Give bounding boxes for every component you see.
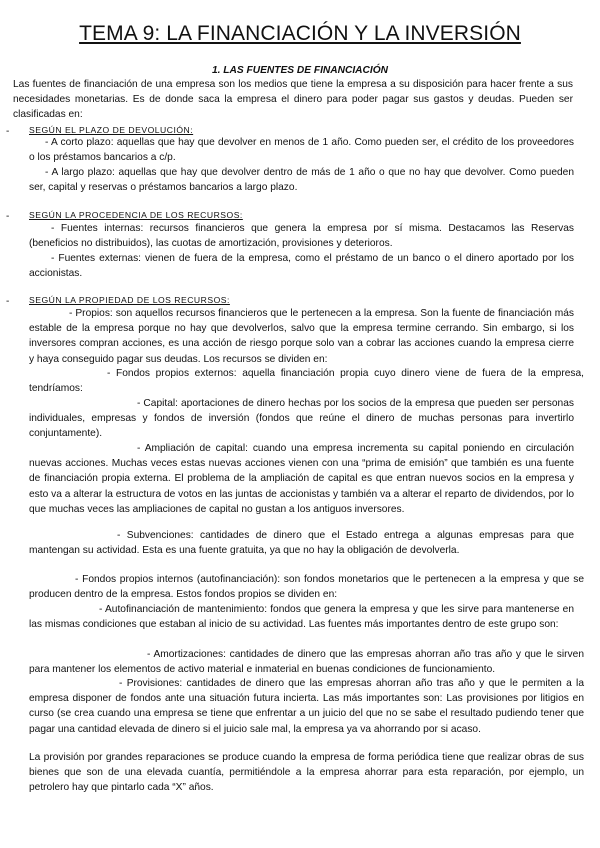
propiedad-subvenciones: - Subvenciones: cantidades de dinero que el Estado entrega a algunas empresas para que mantengan su actividad. Esta es una fuente gratuita, ya que no hay la obligación de devolverla.: [29, 530, 574, 557]
intro-paragraph: Las fuentes de financiación de una empresa son los medios que tiene la empresa a su disposición para hacer frente a sus necesidades monetarias. Es de donde saca la empresa el dinero para poder pagar sus gastos y deudas. Pueden ser clasificadas en:: [13, 79, 573, 121]
section-heading: 1. LAS FUENTES DE FINANCIACIÓN: [211, 65, 389, 76]
bullet-marker: -: [6, 211, 10, 222]
propiedad-heading: SEGÚN LA PROPIEDAD DE LOS RECURSOS:: [29, 295, 230, 305]
plazo-corto: - A corto plazo: aquellas que hay que devolver en menos de 1 año. Como pueden ser, el crédito de los proveedores o los préstamos bancarios a c/p.: [29, 137, 574, 164]
procedencia-internas: - Fuentes internas: recursos financieros que genera la empresa por sí misma. Destacamos las Reservas (beneficios no distribuidos), las cuotas de amortización, provisiones y deterioros.: [29, 223, 574, 250]
page-title: TEMA 9: LA FINANCIACIÓN Y LA INVERSIÓN: [79, 22, 521, 45]
plazo-heading: SEGÚN EL PLAZO DE DEVOLUCIÓN:: [29, 125, 194, 135]
propiedad-propios: - Propios: son aquellos recursos financieros que le pertenecen a la empresa. Son la fuente de financiación más estable de la empresa porque no hay que devolverlos, salvo que la empresa termine cerrando. Sin embargo, si los inversores compran acciones, es una acción de riesgo porque solo van a cobrar las acciones cuando la empresa cierre y haya conseguido pagar sus deudas. Los recursos se dividen en:: [29, 308, 574, 365]
procedencia-heading: SEGÚN LA PROCEDENCIA DE LOS RECURSOS:: [29, 210, 243, 220]
propiedad-mantenimiento: - Autofinanciación de mantenimiento: fondos que genera la empresa y que les sirve para mantenerse en las mismas condiciones que estaban al inicio de su actividad. Las fuentes más importantes dentro de este grupo son:: [29, 604, 574, 631]
propiedad-capital: - Capital: aportaciones de dinero hechas por los socios de la empresa que pueden ser personas individuales, empresas y fondos de inversión (fondos que reúne el dinero de muchas personas para invertirlo conjuntamente).: [29, 398, 574, 440]
propiedad-ampliacion: - Ampliación de capital: cuando una empresa incrementa su capital poniendo en circulación nuevas acciones. Muchas veces estas nuevas acciones vienen con una “prima de emisión” que también es una fuente de financiación propia externa. El problema de la ampliación de capital es que entran nuevos socios en la empresa y esto va a alterar la estructura de votos en las juntas de accionistas y también va a alterar el reparto de dividendos, por lo que muchas veces las ampliaciones de capital no gustan a los antiguos inversores.: [29, 443, 574, 515]
bullet-marker: -: [6, 126, 10, 137]
propiedad-reparaciones: La provisión por grandes reparaciones se produce cuando la empresa de forma periódica tiene que realizar obras de sus bienes que son de una elevada cuantía, permitiéndole a la empresa ahorrar para esta reparación, por ejemplo, un petrolero hay que pintarlo cada “X” años.: [29, 752, 584, 794]
propiedad-internos: - Fondos propios internos (autofinanciación): son fondos monetarios que le pertenecen a la empresa y que se producen dentro de la empresa. Estos fondos propios se dividen en:: [29, 574, 584, 601]
bullet-marker: -: [6, 296, 10, 307]
plazo-largo: - A largo plazo: aquellas que hay que devolver dentro de más de 1 año o que no hay que devolver. Como pueden ser, capital y reservas o préstamos bancarios a largo plazo.: [29, 167, 574, 194]
propiedad-externos: - Fondos propios externos: aquella financiación propia cuyo dinero viene de fuera de la empresa, tendríamos:: [29, 368, 584, 395]
propiedad-provisiones: - Provisiones: cantidades de dinero que las empresas ahorran año tras año y que le permiten a la empresa disponer de fondos ante una situación futura incierta. Las más importantes son: Las provisiones por litigios en curso (se crea cuando una empresa se tiene que enfrentar a un juicio del que no se sabe el resultado pudiendo tener que pagar una cantidad elevada de dinero si el juicio sale mal, la empresa ya va ahorrando por si acaso.: [29, 678, 584, 735]
procedencia-externas: - Fuentes externas: vienen de fuera de la empresa, como el préstamo de un banco o el dinero aportado por los accionistas.: [29, 253, 574, 280]
propiedad-amortizaciones: - Amortizaciones: cantidades de dinero que las empresas ahorran año tras año y que le sirven para mantener los elementos de activo material e inmaterial en buenas condiciones de funcionamiento.: [29, 649, 584, 676]
